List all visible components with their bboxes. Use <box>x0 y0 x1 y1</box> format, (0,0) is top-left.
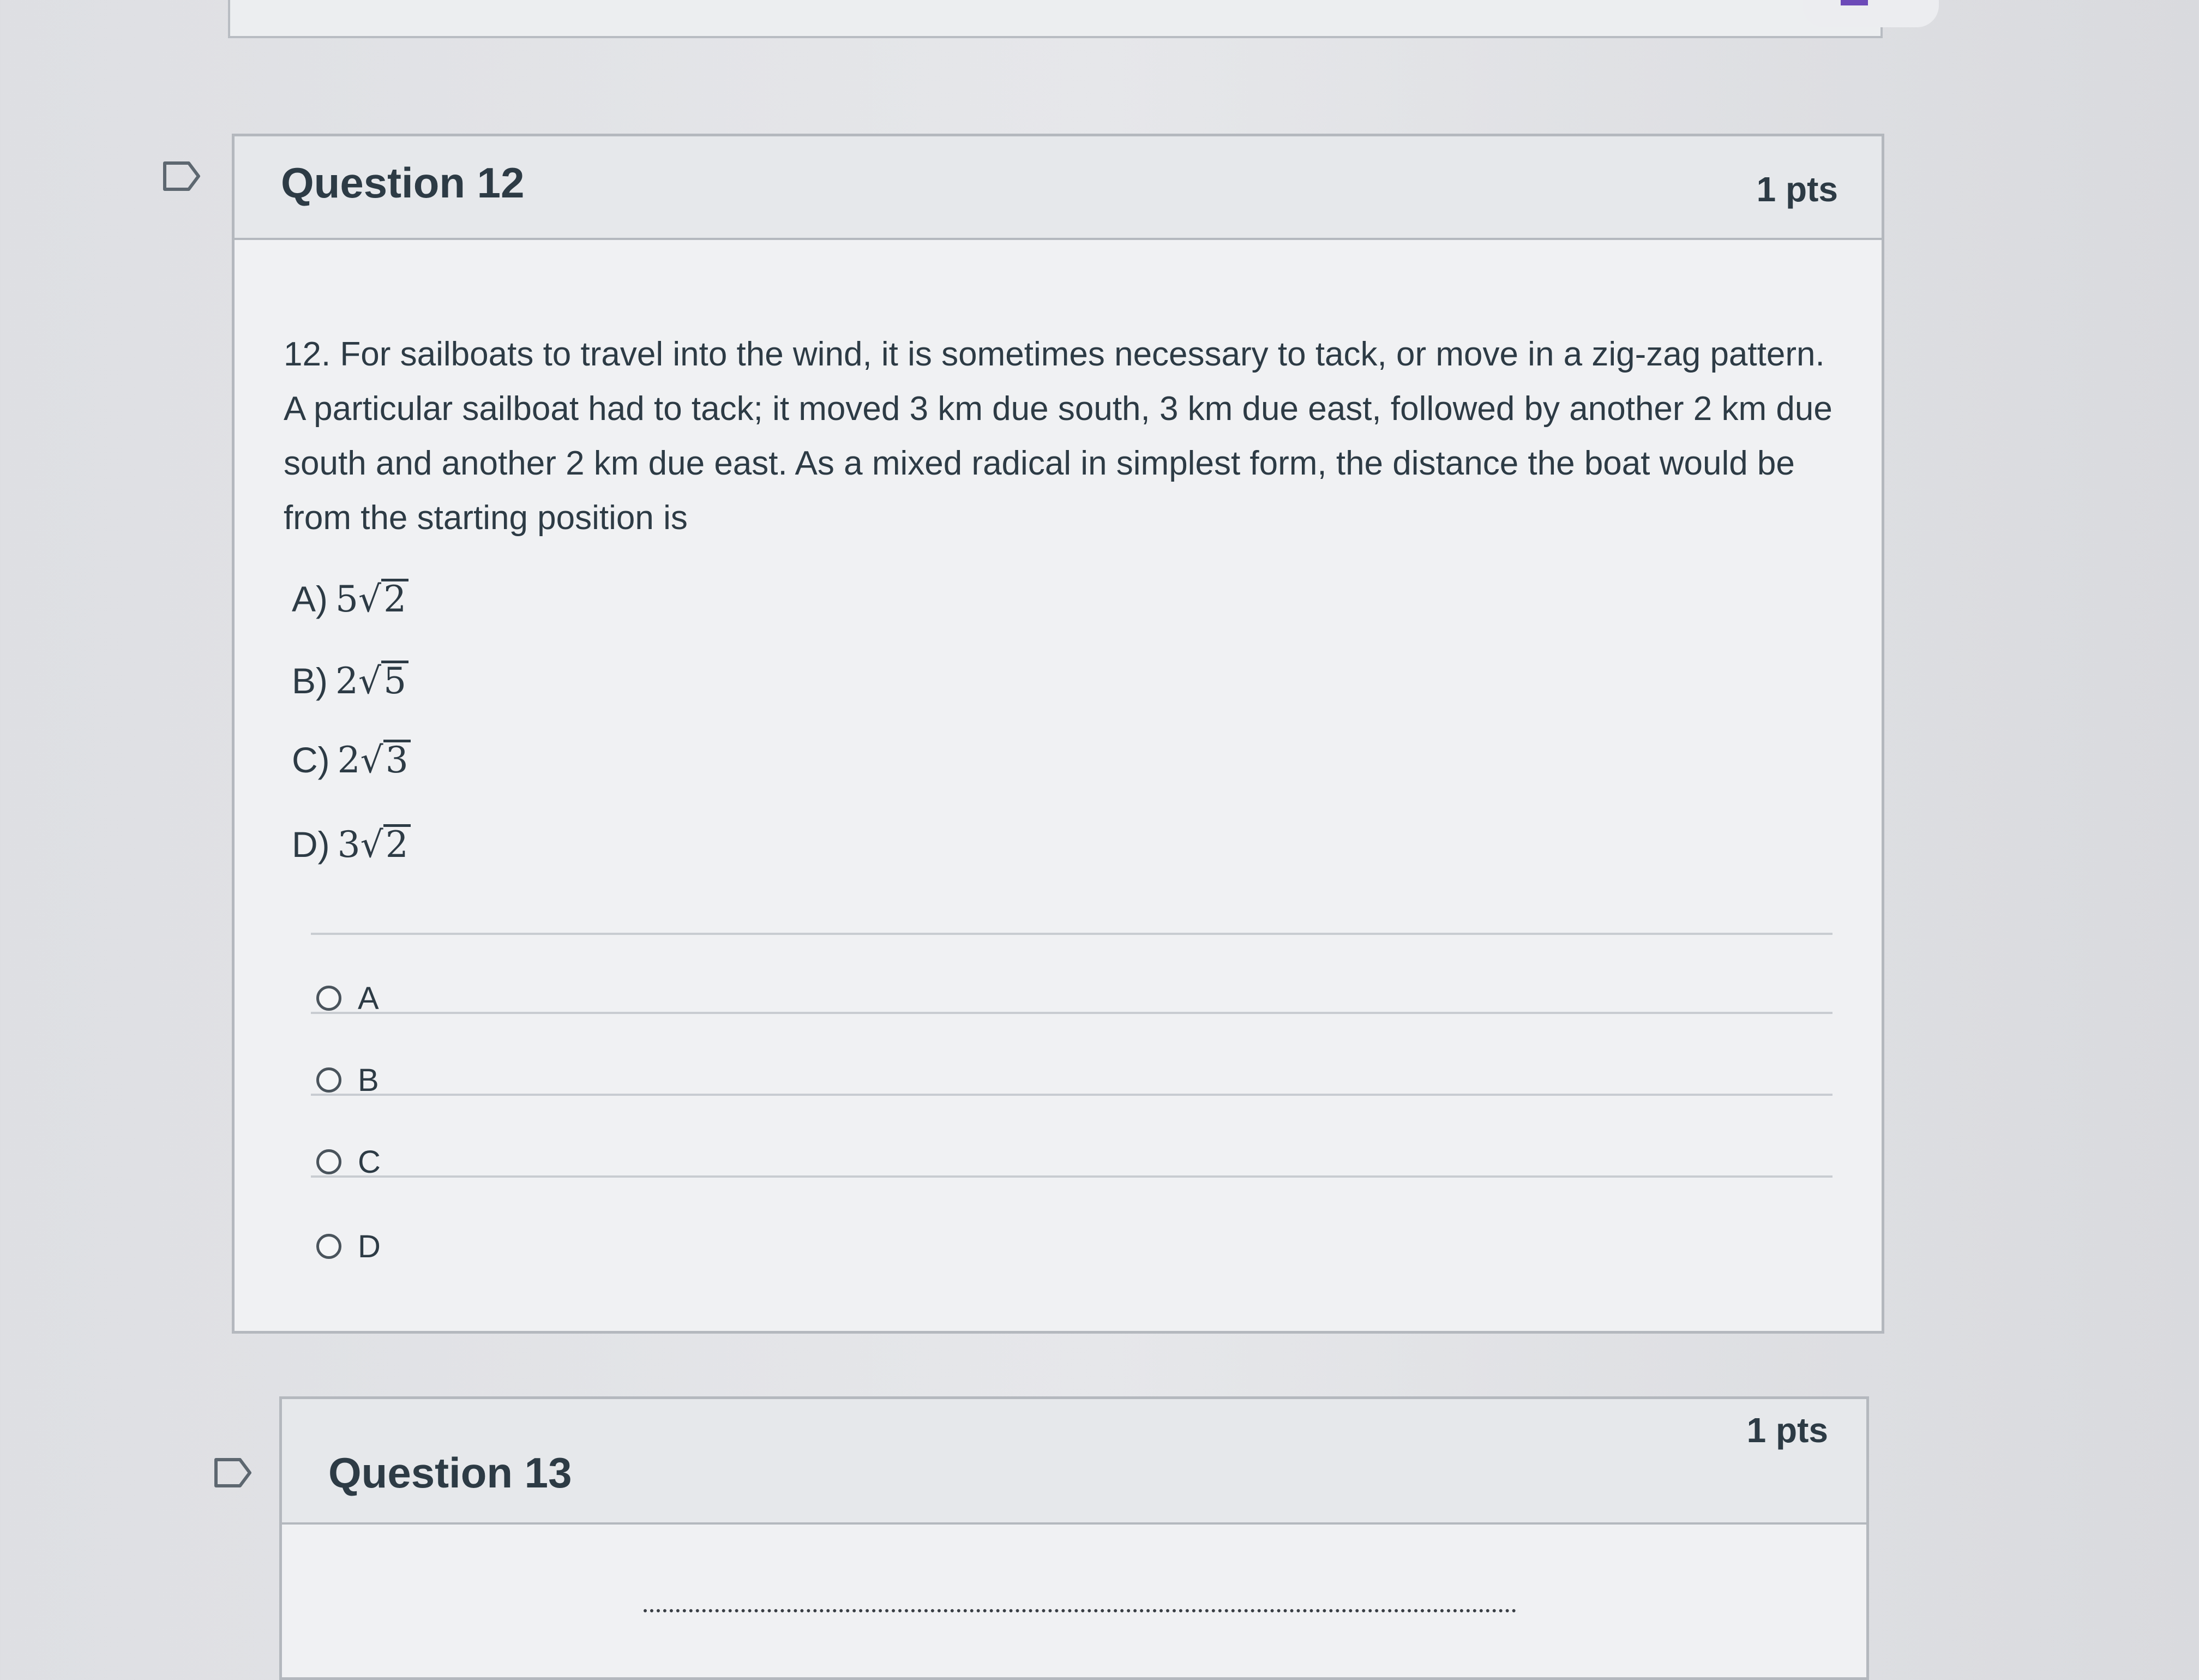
radical-sign: √ <box>360 739 383 781</box>
option-divider <box>311 1175 1832 1178</box>
question-points: 1 pts <box>1746 1411 1828 1450</box>
radio-button-icon[interactable] <box>316 1149 341 1174</box>
question-13-card <box>279 1396 1869 1680</box>
question-12-card <box>232 134 1884 1334</box>
choice-coefficient: 2 <box>335 660 358 702</box>
option-label: D <box>358 1228 381 1264</box>
radical-sign: √ <box>360 824 383 866</box>
answer-option-d[interactable] <box>316 1222 381 1271</box>
question-text: 12. For sailboats to travel into the wind, it is sometimes necessary to tack, or move in a zig-zag pattern. A particular sailboat had to tack; it moved 3 km due south, 3 km due east, followed by another 2 km due south and another 2 km due east. As a mixed radical in simplest form, the distance the boat would be from the starting position is <box>284 335 1832 537</box>
radical-sign: √ <box>358 660 382 702</box>
choice-coefficient: 2 <box>337 739 361 781</box>
radio-button-icon[interactable] <box>316 986 341 1011</box>
question-title: Question 13 <box>328 1449 572 1497</box>
choice-radicand: 2 <box>381 579 408 617</box>
choice-coefficient: 3 <box>337 824 361 866</box>
flag-icon[interactable] <box>214 1457 252 1488</box>
choice-a <box>292 578 408 620</box>
choice-c <box>292 739 411 781</box>
question-title: Question 12 <box>281 159 525 207</box>
choice-letter: B) <box>292 661 328 701</box>
radio-button-icon[interactable] <box>316 1067 341 1093</box>
option-label: B <box>358 1062 379 1098</box>
choice-d <box>292 824 411 866</box>
choice-letter: C) <box>292 740 330 780</box>
answers-divider <box>311 933 1832 935</box>
answer-option-a[interactable] <box>316 974 379 1023</box>
radio-button-icon[interactable] <box>316 1234 341 1259</box>
radical-sign: √ <box>358 578 382 620</box>
question-12-header <box>235 136 1882 240</box>
choice-radicand: 2 <box>383 824 411 863</box>
top-right-tab[interactable] <box>1803 0 1939 27</box>
choice-coefficient: 5 <box>335 578 358 620</box>
tab-accent-mark <box>1841 0 1868 5</box>
option-divider <box>311 1094 1832 1096</box>
choice-letter: A) <box>292 579 328 619</box>
option-label: A <box>358 980 379 1016</box>
answer-option-c[interactable] <box>316 1137 381 1186</box>
option-label: C <box>358 1144 381 1180</box>
question-13-text-cutoff <box>644 1598 1516 1612</box>
question-13-header <box>282 1399 1866 1525</box>
answer-option-b[interactable] <box>316 1055 379 1105</box>
choice-b <box>292 660 408 702</box>
question-points: 1 pts <box>1756 170 1838 209</box>
flag-icon[interactable] <box>163 161 201 191</box>
choice-radicand: 5 <box>381 661 408 699</box>
option-divider <box>311 1012 1832 1014</box>
choice-letter: D) <box>292 824 330 865</box>
choice-radicand: 3 <box>383 740 411 778</box>
previous-question-card <box>228 0 1883 38</box>
